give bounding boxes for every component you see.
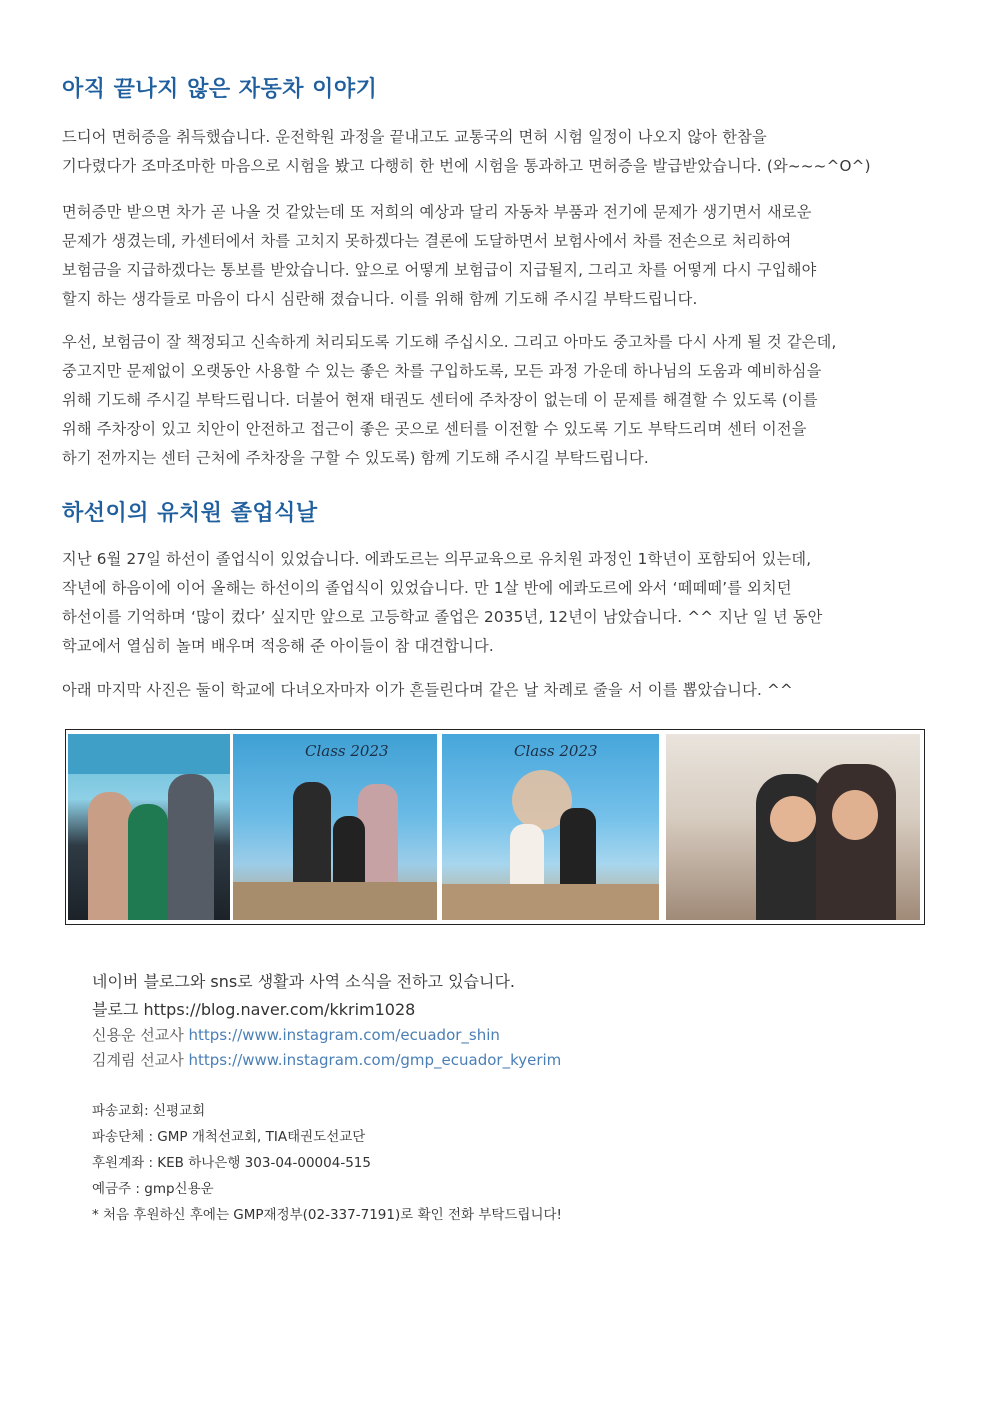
text-line: 하선이를 기억하며 ‘많이 컸다’ 싶지만 앞으로 고등학교 졸업은 2035년, 12년이 남았습니다. ^^ 지난 일 년 동안 xyxy=(62,608,823,626)
support-note: * 처음 후원하신 후에는 GMP재정부(02-337-7191)로 확인 전화 부탁드립니다! xyxy=(92,1207,562,1223)
class-banner-text: Class 2023 xyxy=(514,742,598,760)
text-line: 중고지만 문제없이 오랫동안 사용할 수 있는 좋은 차를 구입하도록, 모든 과정 가운데 하나님의 도움과 예비하심을 xyxy=(62,362,822,380)
instagram-shin-line xyxy=(92,1024,500,1045)
class-2023-kids-photo xyxy=(442,734,659,920)
blog-line xyxy=(92,997,415,1020)
section1-title: 아직 끝나지 않은 자동차 이야기 xyxy=(62,77,378,102)
class-2023-family-photo xyxy=(233,734,437,920)
lost-teeth-photo xyxy=(666,734,920,920)
text-line: 작년에 하음이에 이어 올해는 하선이의 졸업식이 있었습니다. 만 1살 반에 에콰도르에 와서 ‘떼떼떼’를 외치던 xyxy=(62,579,792,597)
class-banner-text: Class 2023 xyxy=(305,742,389,760)
kim-label: 김계림 선교사 xyxy=(92,1051,184,1069)
graduation-family-photo xyxy=(68,734,230,920)
blog-label: 블로그 xyxy=(92,1000,139,1019)
sns-intro: 네이버 블로그와 sns로 생활과 사역 소식을 전하고 있습니다. xyxy=(92,972,515,991)
text-line: 지난 6월 27일 하선이 졸업식이 있었습니다. 에콰도르는 의무교육으로 유치원 과정인 1학년이 포함되어 있는데, xyxy=(62,550,812,568)
instagram-kim-line xyxy=(92,1049,561,1070)
account-holder: 예금주 : gmp신용운 xyxy=(92,1181,214,1197)
sending-church: 파송교회: 신평교회 xyxy=(92,1103,206,1119)
section2-paragraph-2 xyxy=(62,676,942,705)
text-line: 위해 기도해 주시길 부탁드립니다. 더불어 현재 태권도 센터에 주차장이 없는데 이 문제를 해결할 수 있도록 (이를 xyxy=(62,391,818,409)
section1-paragraph-2 xyxy=(62,198,942,314)
text-line: 위해 주차장이 있고 치안이 안전하고 접근이 좋은 곳으로 센터를 이전할 수 있도록 기도 부탁드리며 센터 이전을 xyxy=(62,420,807,438)
photo-strip xyxy=(65,729,925,925)
text-line: 할지 하는 생각들로 마음이 다시 심란해 졌습니다. 이를 위해 함께 기도해 주시길 부탁드립니다. xyxy=(62,290,698,308)
section2-title: 하선이의 유치원 졸업식날 xyxy=(62,501,318,526)
support-account: 후원계좌 : KEB 하나은행 303-04-00004-515 xyxy=(92,1155,371,1171)
section1-paragraph-3 xyxy=(62,328,942,473)
text-line: 학교에서 열심히 놀며 배우며 적응해 준 아이들이 참 대견합니다. xyxy=(62,637,494,655)
text-line: 문제가 생겼는데, 카센터에서 차를 고치지 못하겠다는 결론에 도달하면서 보험사에서 차를 전손으로 처리하여 xyxy=(62,232,792,250)
text-line: 보험금을 지급하겠다는 통보를 받았습니다. 앞으로 어떻게 보험급이 지급될지, 그리고 차를 어떻게 다시 구입해야 xyxy=(62,261,817,279)
section2-paragraph-1 xyxy=(62,545,942,661)
text-line: 하기 전까지는 센터 근처에 주차장을 구할 수 있도록) 함께 기도해 주시길 부탁드립니다. xyxy=(62,449,649,467)
sending-organization: 파송단체 : GMP 개척선교회, TIA태권도선교단 xyxy=(92,1129,366,1145)
text-line: 우선, 보험금이 잘 책정되고 신속하게 처리되도록 기도해 주십시오. 그리고 아마도 중고차를 다시 사게 될 것 같은데, xyxy=(62,333,837,351)
text-line: 기다렸다가 조마조마한 마음으로 시험을 봤고 다행히 한 번에 시험을 통과하고 면허증을 발급받았습니다. (와~~~^O^) xyxy=(62,157,871,175)
text-line: 면허증만 받으면 차가 곧 나올 것 같았는데 또 저희의 예상과 달리 자동차 부품과 전기에 문제가 생기면서 새로운 xyxy=(62,203,812,221)
instagram-shin-link[interactable]: https://www.instagram.com/ecuador_shin xyxy=(188,1026,500,1044)
section1-paragraph-1 xyxy=(62,123,942,181)
shin-label: 신용운 선교사 xyxy=(92,1026,184,1044)
instagram-kim-link[interactable]: https://www.instagram.com/gmp_ecuador_kyerim xyxy=(188,1051,562,1069)
text-line: 드디어 면허증을 취득했습니다. 운전학원 과정을 끝내고도 교통국의 면허 시험 일정이 나오지 않아 한참을 xyxy=(62,128,767,146)
text-line: 아래 마지막 사진은 둘이 학교에 다녀오자마자 이가 흔들린다며 같은 날 차례로 줄을 서 이를 뽑았습니다. ^^ xyxy=(62,681,793,699)
blog-link[interactable]: https://blog.naver.com/kkrim1028 xyxy=(143,1000,416,1019)
